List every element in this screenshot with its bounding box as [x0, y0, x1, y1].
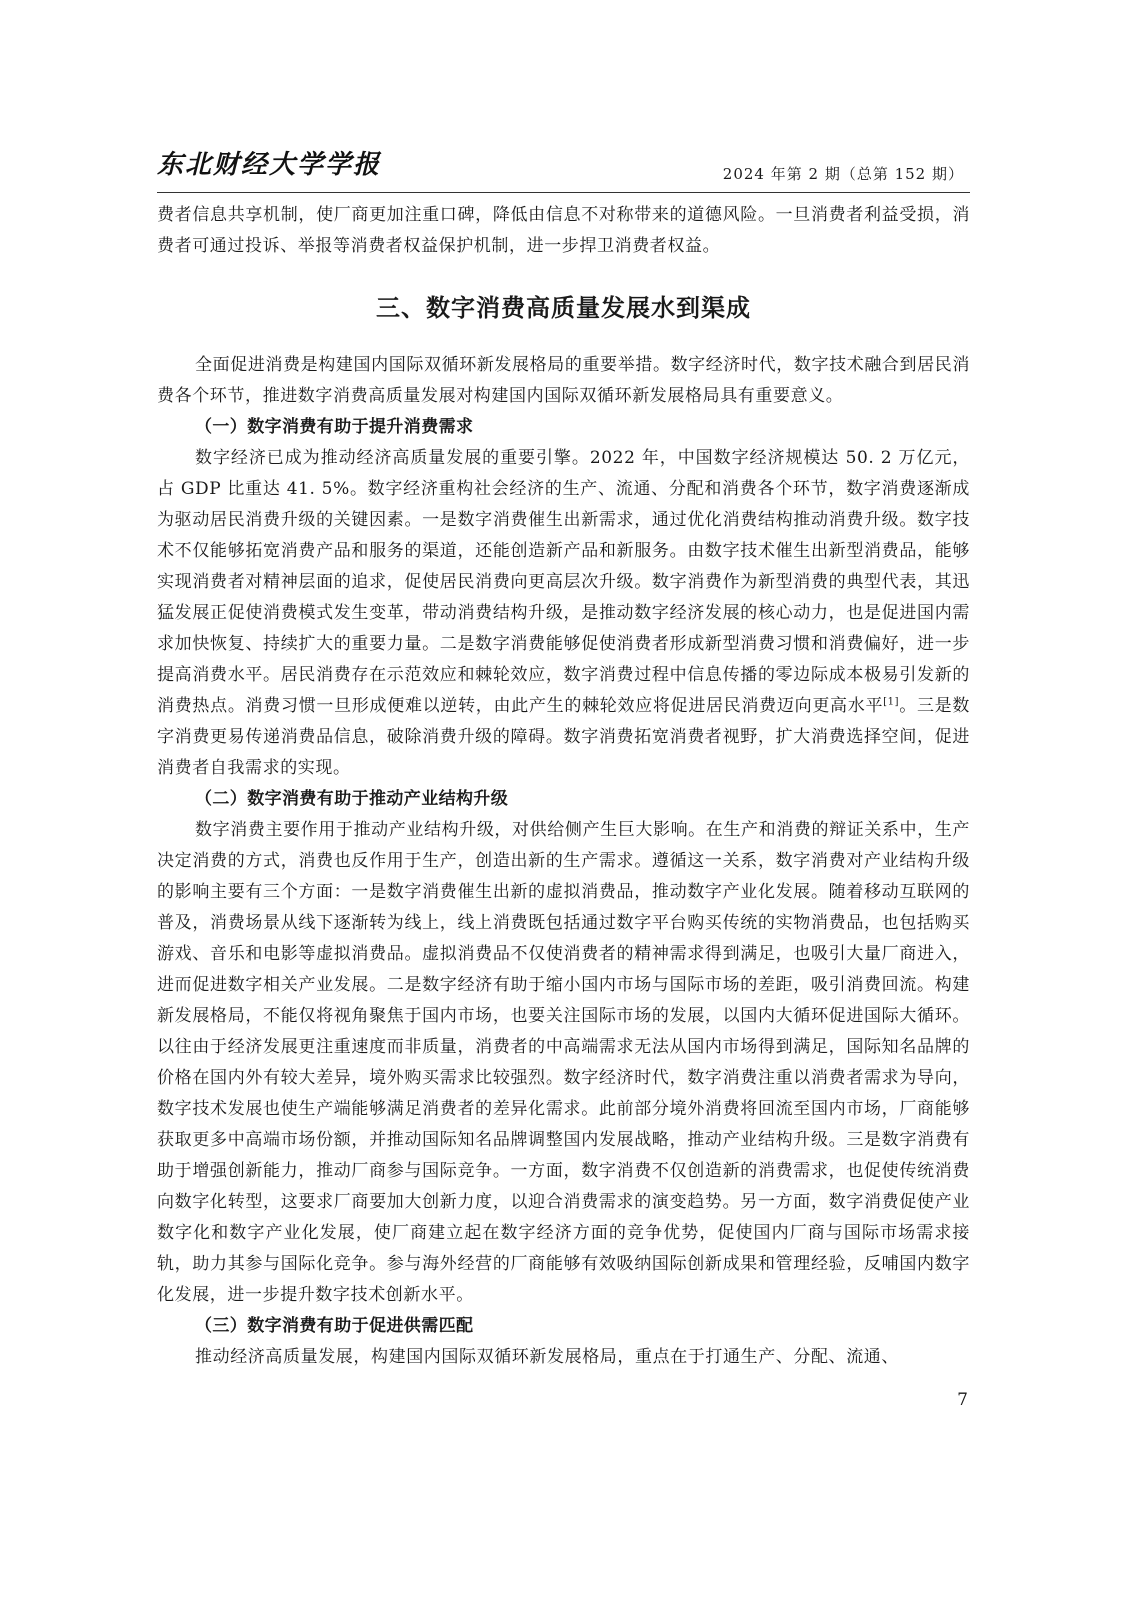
- page-number: 7: [957, 1390, 968, 1410]
- citation-ref: [1]: [883, 696, 900, 708]
- paragraph-subsection-1: [157, 443, 970, 784]
- paragraph-continuation: 费者信息共享机制，使厂商更加注重口碑，降低由信息不对称带来的道德风险。一旦消费者利益受损，消费者可通过投诉、举报等消费者权益保护机制，进一步捍卫消费者权益。: [157, 205, 970, 256]
- header-rule: [157, 192, 970, 193]
- paragraph-text: 数字经济已成为推动经济高质量发展的重要引擎。2022 年，中国数字经济规模达 50. 2 万亿元，占 GDP 比重达 41. 5%。数字经济重构社会经济的生产、流通、分配和消费各个环节，数字消费逐渐成为驱动居民消费升级的关键因素。一是数字消费催生出新需求，通过优化消费结构推动消费升级。数字技术不仅能够拓宽消费产品和服务的渠道，还能创造新产品和新服务。由数字技术催生出新型消费品，能够实现消费者对精神层面的追求，促使居民消费向更高层次升级。数字消费作为新型消费的典型代表，其迅猛发展正促使消费模式发生变革，带动消费结构升级，是推动数字经济发展的核心动力，也是促进国内需求加快恢复、持续扩大的重要力量。二是数字消费能够促使消费者形成新型消费习惯和消费偏好，进一步提高消费水平。居民消费存在示范效应和棘轮效应，数字消费过程中信息传播的零边际成本极易引发新的消费热点。消费习惯一旦形成便难以逆转，由此产生的棘轮效应将促进居民消费迈向更高水平: [157, 448, 970, 716]
- page-header: [157, 148, 970, 194]
- subsection-title-1: （一）数字消费有助于提升消费需求: [195, 417, 474, 437]
- section-title: 三、数字消费高质量发展水到渠成: [376, 294, 751, 322]
- paragraph-subsection-3: 推动经济高质量发展，构建国内国际双循环新发展格局，重点在于打通生产、分配、流通、: [195, 1347, 899, 1367]
- paragraph-subsection-2: 数字消费主要作用于推动产业结构升级，对供给侧产生巨大影响。在生产和消费的辩证关系中，生产决定消费的方式，消费也反作用于生产，创造出新的生产需求。遵循这一关系，数字消费对产业结构升级的影响主要有三个方面：一是数字消费催生出新的虚拟消费品，推动数字产业化发展。随着移动互联网的普及，消费场景从线下逐渐转为线上，线上消费既包括通过数字平台购买传统的实物消费品，也包括购买游戏、音乐和电影等虚拟消费品。虚拟消费品不仅使消费者的精神需求得到满足，也吸引大量厂商进入，进而促进数字相关产业发展。二是数字经济有助于缩小国内市场与国际市场的差距，吸引消费回流。构建新发展格局，不能仅将视角聚焦于国内市场，也要关注国际市场的发展，以国内大循环促进国际大循环。以往由于经济发展更注重速度而非质量，消费者的中高端需求无法从国内市场得到满足，国际知名品牌的价格在国内外有较大差异，境外购买需求比较强烈。数字经济时代，数字消费注重以消费者需求为导向，数字技术发展也使生产端能够满足消费者的差异化需求。此前部分境外消费将回流至国内市场，厂商能够获取更多中高端市场份额，并推动国际知名品牌调整国内发展战略，推动产业结构升级。三是数字消费有助于增强创新能力，推动厂商参与国际竞争。一方面，数字消费不仅创造新的消费需求，也促使传统消费向数字化转型，这要求厂商要加大创新力度，以迎合消费需求的演变趋势。另一方面，数字消费促使产业数字化和数字产业化发展，使厂商建立起在数字经济方面的竞争优势，促使国内厂商与国际市场需求接轨，助力其参与国际化竞争。参与海外经营的厂商能够有效吸纳国际创新成果和管理经验，反哺国内数字化发展，进一步提升数字技术创新水平。: [157, 820, 970, 1305]
- paragraph-section-intro: 全面促进消费是构建国内国际双循环新发展格局的重要举措。数字经济时代，数字技术融合到居民消费各个环节，推进数字消费高质量发展对构建国内国际双循环新发展格局具有重要意义。: [157, 355, 970, 406]
- paragraph-text: 。三是数字消费更易传递消费品信息，破除消费升级的障碍。数字消费拓宽消费者视野，扩大消费选择空间，促进消费者自我需求的实现。: [157, 696, 970, 778]
- journal-title: 东北财经大学学报: [157, 150, 382, 180]
- article-body: [157, 200, 970, 1373]
- subsection-title-2: （二）数字消费有助于推动产业结构升级: [195, 789, 509, 809]
- issue-info: 2024 年第 2 期（总第 152 期）: [722, 165, 964, 183]
- subsection-title-3: （三）数字消费有助于促进供需匹配: [195, 1316, 474, 1336]
